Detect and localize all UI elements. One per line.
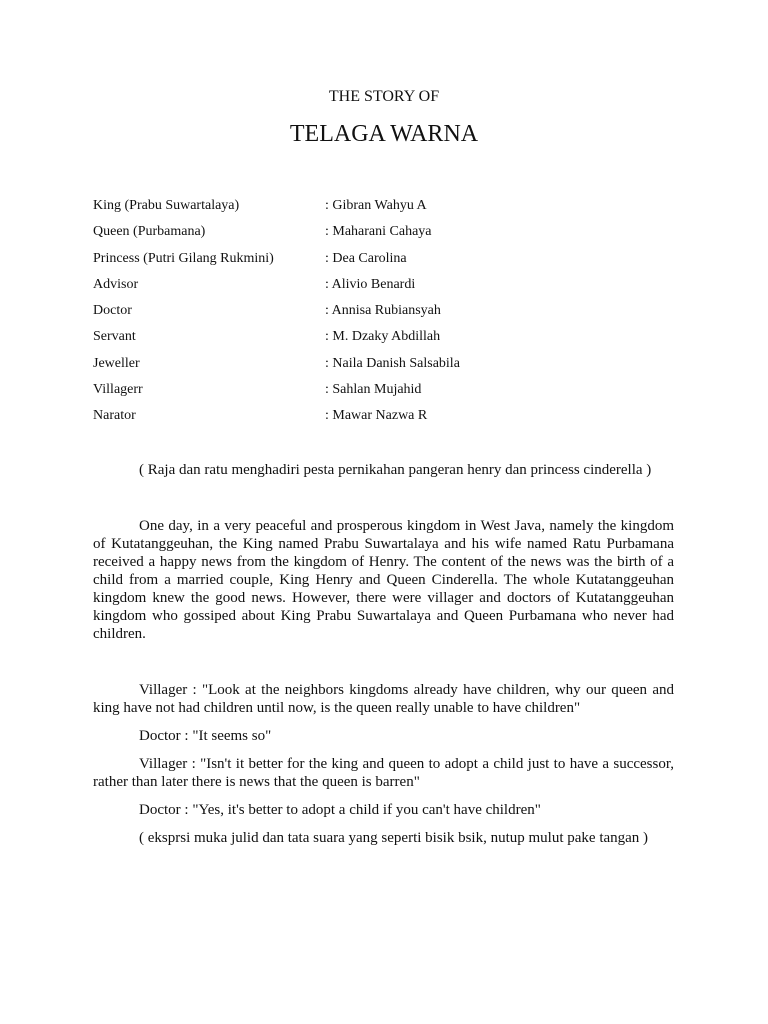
cast-actor: : Gibran Wahyu A <box>325 198 427 213</box>
cast-actor: : Naila Danish Salsabila <box>325 355 460 371</box>
cast-role: Advisor <box>93 276 139 292</box>
cast-row <box>93 275 653 301</box>
cast-row <box>93 222 653 248</box>
cast-role: King (Prabu Suwartalaya) <box>93 198 240 213</box>
cast-role: Servant <box>93 329 136 345</box>
cast-actor: : Sahlan Mujahid <box>325 382 422 398</box>
cast-role: Queen (Purbamana) <box>93 224 206 240</box>
cast-actor: : Alivio Benardi <box>325 276 416 292</box>
cast-actor: : Dea Carolina <box>325 250 407 266</box>
dialogue-line: Villager : "Look at the neighbors kingdoms already have children, why our queen and king have not had children until now, is the queen really unable to have children" <box>93 682 674 716</box>
cast-role: Princess (Putri Gilang Rukmini) <box>93 250 274 266</box>
cast-row <box>93 327 653 353</box>
cast-row <box>93 380 653 406</box>
cast-actor: : M. Dzaky Abdillah <box>325 329 441 345</box>
cast-role: Villagerr <box>93 382 143 398</box>
dialogue-line: Doctor : "It seems so" <box>139 728 272 744</box>
stage-direction: ( eksprsi muka julid dan tata suara yang seperti bisik bsik, nutup mulut pake tangan ) <box>139 830 649 846</box>
cast-row <box>93 196 653 222</box>
dialogue-line: Villager : "Isn't it better for the king and queen to adopt a child just to have a successor, rather than later there is news that the queen is barren" <box>93 756 674 790</box>
cast-role: Jeweller <box>93 355 140 371</box>
cast-row <box>93 249 653 275</box>
narration-paragraph: One day, in a very peaceful and prosperous kingdom in West Java, namely the kingdom of Kutatanggeuhan, the King named Prabu Suwartalaya and his wife named Ratu Purbamana received a happy news from the kingdom of Henry. The content of the news was the birth of a child from a married couple, King Henry and Queen Cinderella. The whole Kutatanggeuhan kingdom knew the good news. However, there were villager and doctors of Kutatanggeuhan kingdom who gossiped about King Prabu Suwartalaya and Queen Purbamana who never had children. <box>93 518 674 642</box>
document-title: TELAGA WARNA <box>289 121 479 147</box>
stage-direction: ( Raja dan ratu menghadiri pesta pernikahan pangeran henry dan princess cinderella ) <box>139 462 652 478</box>
cast-actor: : Annisa Rubiansyah <box>325 303 441 319</box>
cast-row <box>93 354 653 380</box>
document-subtitle: THE STORY OF <box>328 88 440 105</box>
cast-role: Doctor <box>93 303 132 319</box>
cast-role: Narator <box>93 408 136 424</box>
cast-actor: : Mawar Nazwa R <box>325 408 428 424</box>
cast-list <box>93 196 653 433</box>
cast-row <box>93 406 653 432</box>
dialogue-line: Doctor : "Yes, it's better to adopt a child if you can't have children" <box>139 802 541 818</box>
cast-actor: : Maharani Cahaya <box>325 224 432 240</box>
cast-row <box>93 301 653 327</box>
